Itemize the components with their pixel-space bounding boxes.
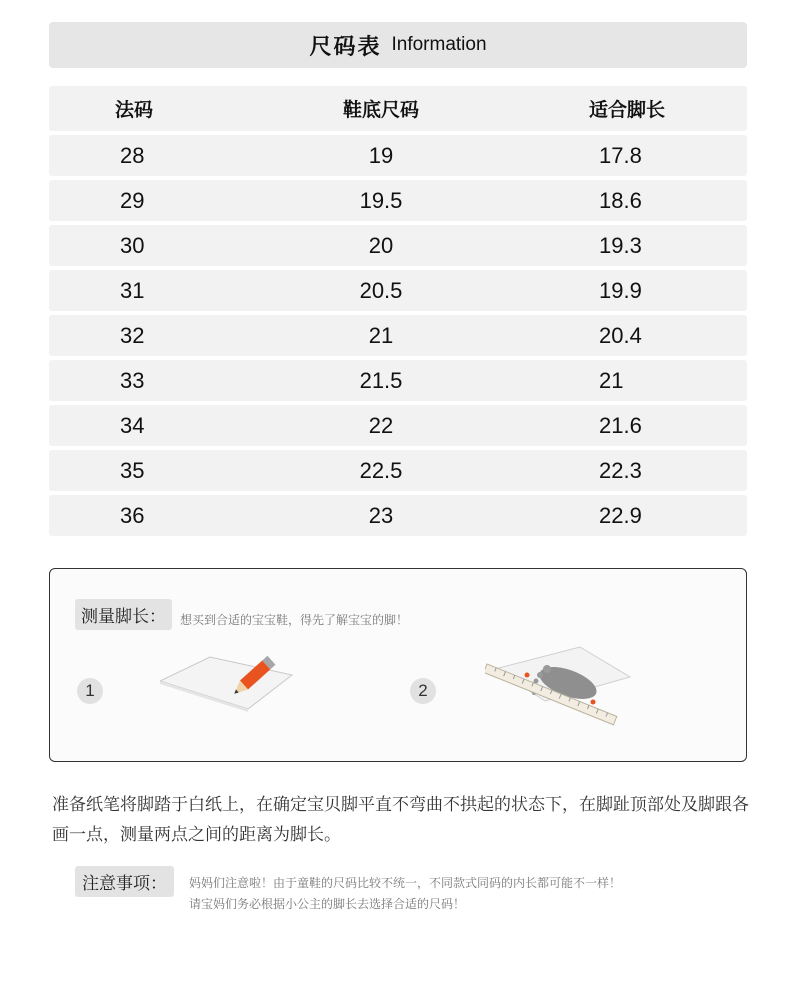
- table-row: [49, 315, 747, 356]
- cell-foot-length: 22.3: [599, 457, 642, 483]
- cell-sole-size: 22.5: [359, 457, 403, 483]
- title-chinese: 尺码表: [309, 34, 382, 60]
- measure-tip: 想买到合适的宝宝鞋，得先了解宝宝的脚！: [180, 613, 409, 627]
- cell-eu-size: 33: [120, 367, 145, 393]
- cell-eu-size: 32: [120, 322, 145, 348]
- notice-line-1: 妈妈们注意啦！由于童鞋的尺码比较不统一，不同款式同码的内长都可能不一样！: [189, 876, 622, 890]
- table-row: [49, 225, 747, 266]
- cell-foot-length: 17.8: [599, 142, 642, 168]
- cell-sole-size: 23: [368, 502, 394, 528]
- cell-foot-length: 21: [599, 367, 624, 393]
- measure-label: 测量脚长：: [75, 599, 172, 630]
- cell-sole-size: 21: [368, 322, 394, 348]
- cell-sole-size: 20: [368, 232, 394, 258]
- cell-foot-length: 22.9: [599, 502, 642, 528]
- table-header-row: [49, 86, 747, 131]
- measure-instructions-panel: [49, 568, 747, 762]
- cell-eu-size: 30: [120, 232, 145, 258]
- table-row: [49, 180, 747, 221]
- step-two-badge: 2: [410, 678, 436, 704]
- table-row: [49, 495, 747, 536]
- cell-sole-size: 19.5: [359, 187, 403, 213]
- notice-label: 注意事项：: [75, 866, 174, 897]
- cell-sole-size: 20.5: [359, 277, 403, 303]
- notice-text: [189, 873, 621, 915]
- cell-eu-size: 34: [120, 412, 145, 438]
- measure-description: 准备纸笔将脚踏于白纸上，在确定宝贝脚平直不弯曲不拱起的状态下，在脚趾顶部处及脚跟各画一点，测量两点之间的距离为脚长。: [52, 795, 749, 845]
- step-one-badge: 1: [77, 678, 103, 704]
- notice-line-2: 请宝妈们务必根据小公主的脚长去选择合适的尺码！: [189, 897, 466, 911]
- cell-foot-length: 18.6: [599, 187, 642, 213]
- cell-foot-length: 20.4: [599, 322, 642, 348]
- cell-eu-size: 36: [120, 502, 145, 528]
- cell-eu-size: 29: [120, 187, 145, 213]
- paper-pencil-icon: [160, 649, 350, 723]
- cell-foot-length: 19.9: [599, 277, 642, 303]
- header-foot-length: 适合脚长: [589, 99, 666, 121]
- cell-foot-length: 21.6: [599, 412, 642, 438]
- table-row: [49, 135, 747, 176]
- title-english: Information: [391, 34, 487, 55]
- table-row: [49, 270, 747, 311]
- size-table: [49, 86, 747, 540]
- table-row: [49, 405, 747, 446]
- cell-foot-length: 19.3: [599, 232, 642, 258]
- header-eu-size: 法码: [115, 99, 154, 121]
- table-row: [49, 360, 747, 401]
- cell-eu-size: 28: [120, 142, 145, 168]
- header-sole-size: 鞋底尺码: [342, 99, 419, 121]
- cell-sole-size: 19: [368, 142, 394, 168]
- cell-eu-size: 31: [120, 277, 145, 303]
- cell-sole-size: 21.5: [359, 367, 403, 393]
- foot-ruler-icon: [485, 639, 635, 743]
- cell-eu-size: 35: [120, 457, 145, 483]
- size-chart-title-bar: [49, 22, 747, 68]
- cell-sole-size: 22: [368, 412, 394, 438]
- table-row: [49, 450, 747, 491]
